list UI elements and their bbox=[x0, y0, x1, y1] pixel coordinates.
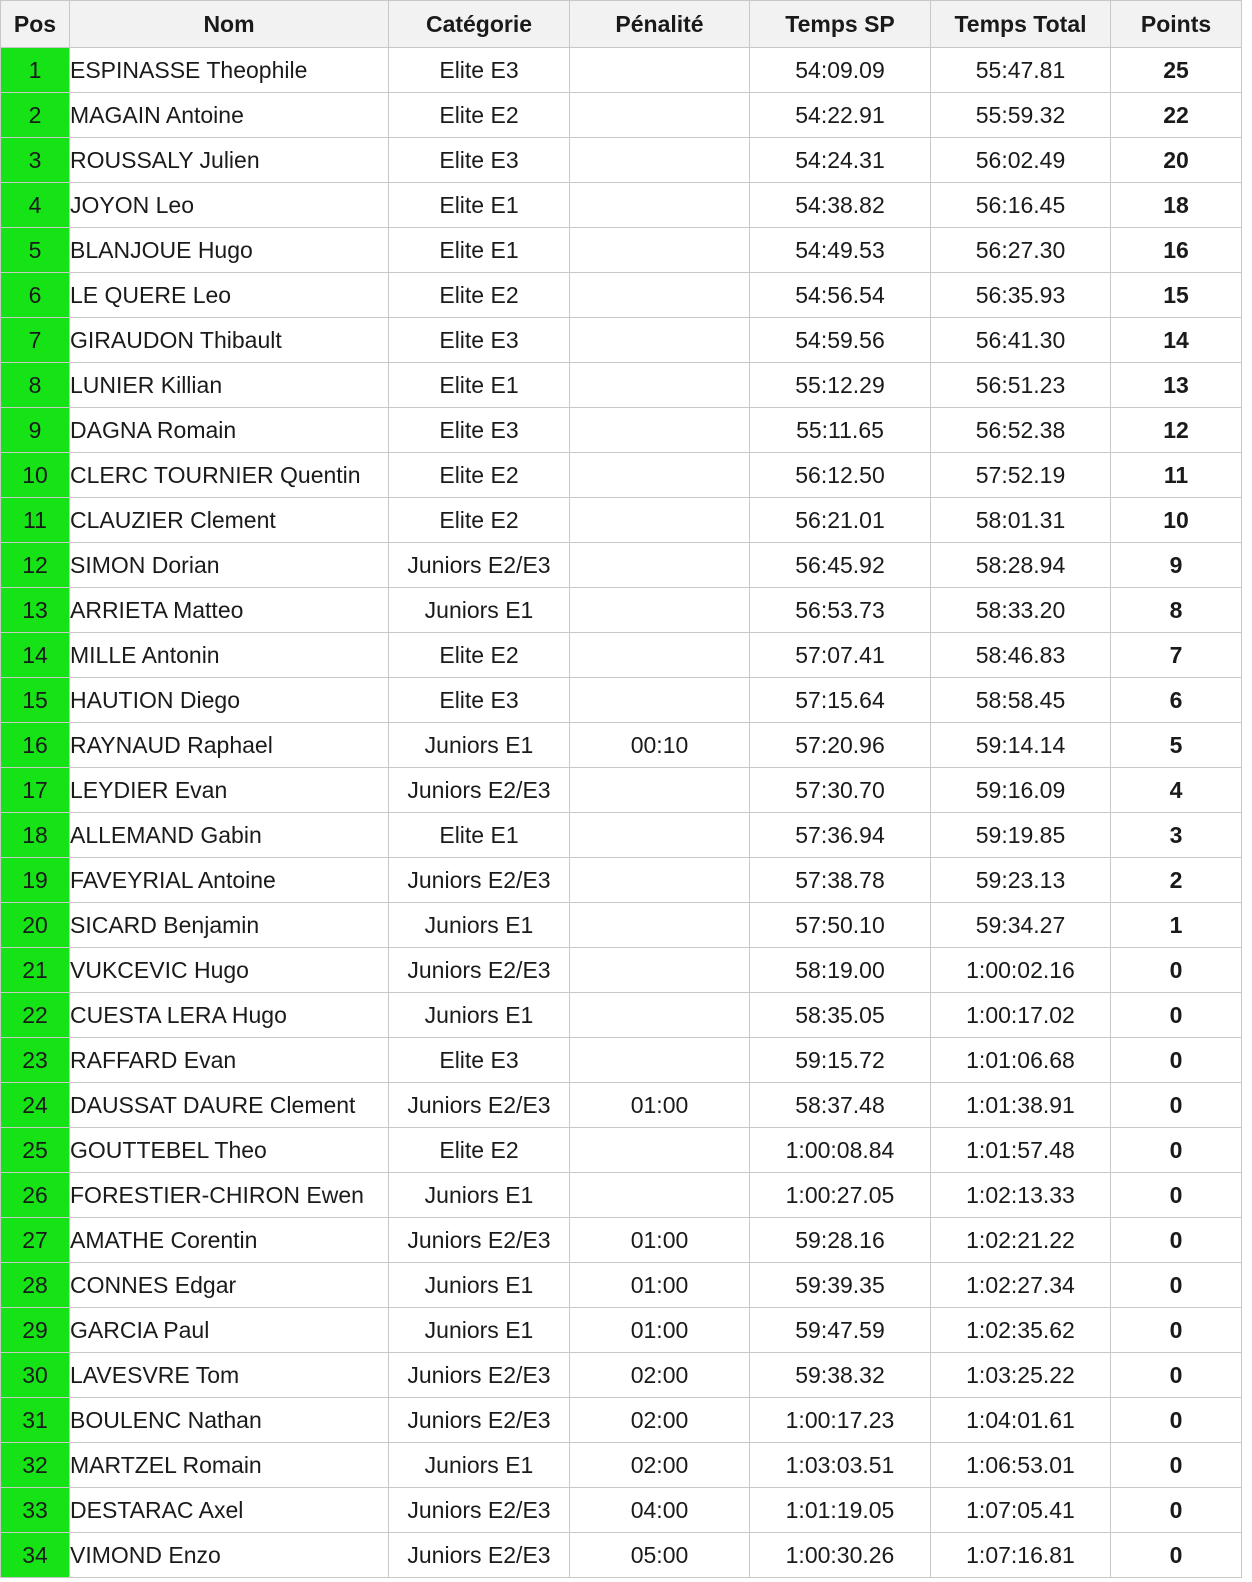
cell-points[interactable]: 0 bbox=[1111, 1353, 1242, 1398]
cell-time-sp[interactable]: 57:50.10 bbox=[750, 903, 931, 948]
table-row bbox=[1, 138, 1242, 183]
cell-penalty[interactable] bbox=[570, 408, 750, 453]
table-row bbox=[1, 1308, 1242, 1353]
cell-category[interactable]: Elite E3 bbox=[389, 678, 570, 723]
table-row bbox=[1, 768, 1242, 813]
cell-name[interactable]: SIMON Dorian bbox=[70, 543, 389, 588]
cell-name[interactable]: LUNIER Killian bbox=[70, 363, 389, 408]
cell-penalty[interactable]: 00:10 bbox=[570, 723, 750, 768]
cell-points[interactable]: 0 bbox=[1111, 1218, 1242, 1263]
cell-category[interactable]: Juniors E2/E3 bbox=[389, 858, 570, 903]
header-points[interactable]: Points bbox=[1111, 1, 1242, 48]
cell-penalty[interactable]: 02:00 bbox=[570, 1353, 750, 1398]
cell-penalty[interactable] bbox=[570, 318, 750, 363]
cell-pos[interactable]: 12 bbox=[1, 543, 70, 588]
cell-points[interactable]: 5 bbox=[1111, 723, 1242, 768]
cell-time-sp[interactable]: 55:11.65 bbox=[750, 408, 931, 453]
cell-penalty[interactable]: 01:00 bbox=[570, 1308, 750, 1353]
cell-name[interactable]: FORESTIER-CHIRON Ewen bbox=[70, 1173, 389, 1218]
cell-name[interactable]: VIMOND Enzo bbox=[70, 1533, 389, 1578]
cell-category[interactable]: Elite E1 bbox=[389, 183, 570, 228]
cell-time-sp[interactable]: 57:07.41 bbox=[750, 633, 931, 678]
header-pos[interactable]: Pos bbox=[1, 1, 70, 48]
cell-time-total[interactable]: 1:02:27.34 bbox=[931, 1263, 1111, 1308]
cell-time-sp[interactable]: 59:39.35 bbox=[750, 1263, 931, 1308]
cell-name[interactable]: MILLE Antonin bbox=[70, 633, 389, 678]
cell-time-total[interactable]: 55:59.32 bbox=[931, 93, 1111, 138]
cell-time-total[interactable]: 1:04:01.61 bbox=[931, 1398, 1111, 1443]
cell-time-total[interactable]: 1:02:21.22 bbox=[931, 1218, 1111, 1263]
cell-time-sp[interactable]: 54:22.91 bbox=[750, 93, 931, 138]
cell-penalty[interactable]: 02:00 bbox=[570, 1443, 750, 1488]
cell-category[interactable]: Juniors E1 bbox=[389, 1173, 570, 1218]
cell-penalty[interactable] bbox=[570, 228, 750, 273]
cell-pos[interactable]: 33 bbox=[1, 1488, 70, 1533]
cell-category[interactable]: Elite E2 bbox=[389, 453, 570, 498]
table-row bbox=[1, 1488, 1242, 1533]
table-row bbox=[1, 273, 1242, 318]
cell-penalty[interactable]: 01:00 bbox=[570, 1263, 750, 1308]
cell-points[interactable]: 22 bbox=[1111, 93, 1242, 138]
cell-time-total[interactable]: 58:28.94 bbox=[931, 543, 1111, 588]
cell-time-sp[interactable]: 57:36.94 bbox=[750, 813, 931, 858]
cell-time-total[interactable]: 1:07:16.81 bbox=[931, 1533, 1111, 1578]
cell-pos[interactable]: 19 bbox=[1, 858, 70, 903]
cell-pos[interactable]: 22 bbox=[1, 993, 70, 1038]
cell-category[interactable]: Juniors E1 bbox=[389, 1443, 570, 1488]
cell-pos[interactable]: 13 bbox=[1, 588, 70, 633]
cell-points[interactable]: 4 bbox=[1111, 768, 1242, 813]
cell-time-total[interactable]: 56:52.38 bbox=[931, 408, 1111, 453]
cell-points[interactable]: 0 bbox=[1111, 1083, 1242, 1128]
cell-time-sp[interactable]: 57:15.64 bbox=[750, 678, 931, 723]
cell-pos[interactable]: 27 bbox=[1, 1218, 70, 1263]
cell-pos[interactable]: 20 bbox=[1, 903, 70, 948]
table-row bbox=[1, 93, 1242, 138]
cell-pos[interactable]: 11 bbox=[1, 498, 70, 543]
cell-points[interactable]: 0 bbox=[1111, 1533, 1242, 1578]
cell-name[interactable]: ALLEMAND Gabin bbox=[70, 813, 389, 858]
cell-penalty[interactable] bbox=[570, 453, 750, 498]
table-header bbox=[1, 1, 1242, 48]
cell-time-total[interactable]: 1:02:35.62 bbox=[931, 1308, 1111, 1353]
table-row bbox=[1, 543, 1242, 588]
cell-time-sp[interactable]: 55:12.29 bbox=[750, 363, 931, 408]
cell-points[interactable]: 3 bbox=[1111, 813, 1242, 858]
cell-points[interactable]: 2 bbox=[1111, 858, 1242, 903]
cell-category[interactable]: Juniors E2/E3 bbox=[389, 1533, 570, 1578]
cell-penalty[interactable]: 02:00 bbox=[570, 1398, 750, 1443]
cell-time-total[interactable]: 56:41.30 bbox=[931, 318, 1111, 363]
cell-name[interactable]: BLANJOUE Hugo bbox=[70, 228, 389, 273]
table-row bbox=[1, 1263, 1242, 1308]
cell-time-sp[interactable]: 59:28.16 bbox=[750, 1218, 931, 1263]
cell-name[interactable]: ARRIETA Matteo bbox=[70, 588, 389, 633]
cell-time-sp[interactable]: 54:38.82 bbox=[750, 183, 931, 228]
cell-pos[interactable]: 34 bbox=[1, 1533, 70, 1578]
cell-time-sp[interactable]: 59:38.32 bbox=[750, 1353, 931, 1398]
cell-name[interactable]: RAYNAUD Raphael bbox=[70, 723, 389, 768]
cell-name[interactable]: JOYON Leo bbox=[70, 183, 389, 228]
cell-category[interactable]: Juniors E1 bbox=[389, 993, 570, 1038]
cell-points[interactable]: 20 bbox=[1111, 138, 1242, 183]
header-time-total[interactable]: Temps Total bbox=[931, 1, 1111, 48]
cell-penalty[interactable]: 01:00 bbox=[570, 1218, 750, 1263]
cell-pos[interactable]: 31 bbox=[1, 1398, 70, 1443]
cell-penalty[interactable]: 05:00 bbox=[570, 1533, 750, 1578]
cell-category[interactable]: Elite E1 bbox=[389, 813, 570, 858]
cell-points[interactable]: 0 bbox=[1111, 1488, 1242, 1533]
cell-time-sp[interactable]: 1:01:19.05 bbox=[750, 1488, 931, 1533]
cell-time-sp[interactable]: 59:47.59 bbox=[750, 1308, 931, 1353]
cell-time-sp[interactable]: 1:00:17.23 bbox=[750, 1398, 931, 1443]
cell-time-total[interactable]: 1:02:13.33 bbox=[931, 1173, 1111, 1218]
cell-pos[interactable]: 16 bbox=[1, 723, 70, 768]
cell-time-sp[interactable]: 57:30.70 bbox=[750, 768, 931, 813]
cell-pos[interactable]: 18 bbox=[1, 813, 70, 858]
cell-time-total[interactable]: 1:01:57.48 bbox=[931, 1128, 1111, 1173]
cell-name[interactable]: DAGNA Romain bbox=[70, 408, 389, 453]
table-row bbox=[1, 903, 1242, 948]
cell-pos[interactable]: 29 bbox=[1, 1308, 70, 1353]
cell-penalty[interactable] bbox=[570, 678, 750, 723]
cell-category[interactable]: Elite E3 bbox=[389, 318, 570, 363]
cell-points[interactable]: 15 bbox=[1111, 273, 1242, 318]
cell-pos[interactable]: 4 bbox=[1, 183, 70, 228]
cell-category[interactable]: Elite E3 bbox=[389, 138, 570, 183]
header-time-sp[interactable]: Temps SP bbox=[750, 1, 931, 48]
cell-time-sp[interactable]: 1:00:27.05 bbox=[750, 1173, 931, 1218]
cell-penalty[interactable] bbox=[570, 498, 750, 543]
cell-pos[interactable]: 2 bbox=[1, 93, 70, 138]
table-row bbox=[1, 1443, 1242, 1488]
cell-pos[interactable]: 32 bbox=[1, 1443, 70, 1488]
cell-points[interactable]: 18 bbox=[1111, 183, 1242, 228]
cell-category[interactable]: Elite E1 bbox=[389, 363, 570, 408]
cell-penalty[interactable] bbox=[570, 273, 750, 318]
cell-penalty[interactable] bbox=[570, 543, 750, 588]
cell-name[interactable]: LAVESVRE Tom bbox=[70, 1353, 389, 1398]
cell-penalty[interactable] bbox=[570, 93, 750, 138]
cell-time-sp[interactable]: 1:03:03.51 bbox=[750, 1443, 931, 1488]
table-row bbox=[1, 228, 1242, 273]
cell-time-sp[interactable]: 58:35.05 bbox=[750, 993, 931, 1038]
cell-category[interactable]: Elite E3 bbox=[389, 1038, 570, 1083]
cell-pos[interactable]: 9 bbox=[1, 408, 70, 453]
cell-pos[interactable]: 25 bbox=[1, 1128, 70, 1173]
cell-pos[interactable]: 17 bbox=[1, 768, 70, 813]
cell-time-sp[interactable]: 56:53.73 bbox=[750, 588, 931, 633]
cell-time-sp[interactable]: 54:56.54 bbox=[750, 273, 931, 318]
cell-pos[interactable]: 10 bbox=[1, 453, 70, 498]
cell-points[interactable]: 25 bbox=[1111, 48, 1242, 93]
cell-time-total[interactable]: 1:03:25.22 bbox=[931, 1353, 1111, 1398]
table-body bbox=[1, 48, 1242, 1578]
table-row bbox=[1, 1398, 1242, 1443]
cell-category[interactable]: Elite E2 bbox=[389, 1128, 570, 1173]
cell-name[interactable]: MARTZEL Romain bbox=[70, 1443, 389, 1488]
cell-penalty[interactable] bbox=[570, 588, 750, 633]
table-row bbox=[1, 588, 1242, 633]
cell-pos[interactable]: 15 bbox=[1, 678, 70, 723]
cell-time-sp[interactable]: 54:59.56 bbox=[750, 318, 931, 363]
cell-pos[interactable]: 21 bbox=[1, 948, 70, 993]
cell-time-total[interactable]: 58:46.83 bbox=[931, 633, 1111, 678]
cell-name[interactable]: CLERC TOURNIER Quentin bbox=[70, 453, 389, 498]
table-row bbox=[1, 1128, 1242, 1173]
cell-time-sp[interactable]: 57:20.96 bbox=[750, 723, 931, 768]
cell-time-total[interactable]: 59:23.13 bbox=[931, 858, 1111, 903]
cell-category[interactable]: Elite E2 bbox=[389, 273, 570, 318]
cell-pos[interactable]: 14 bbox=[1, 633, 70, 678]
cell-pos[interactable]: 3 bbox=[1, 138, 70, 183]
cell-name[interactable]: DAUSSAT DAURE Clement bbox=[70, 1083, 389, 1128]
cell-time-sp[interactable]: 54:09.09 bbox=[750, 48, 931, 93]
cell-category[interactable]: Juniors E2/E3 bbox=[389, 1218, 570, 1263]
cell-time-total[interactable]: 1:01:38.91 bbox=[931, 1083, 1111, 1128]
header-row bbox=[1, 1, 1242, 48]
cell-category[interactable]: Juniors E2/E3 bbox=[389, 543, 570, 588]
table-row bbox=[1, 1083, 1242, 1128]
cell-name[interactable]: BOULENC Nathan bbox=[70, 1398, 389, 1443]
cell-time-total[interactable]: 56:35.93 bbox=[931, 273, 1111, 318]
cell-category[interactable]: Juniors E1 bbox=[389, 1263, 570, 1308]
cell-time-total[interactable]: 1:06:53.01 bbox=[931, 1443, 1111, 1488]
header-penalty[interactable]: Pénalité bbox=[570, 1, 750, 48]
cell-time-total[interactable]: 1:01:06.68 bbox=[931, 1038, 1111, 1083]
header-category[interactable]: Catégorie bbox=[389, 1, 570, 48]
cell-penalty[interactable] bbox=[570, 1038, 750, 1083]
table-row bbox=[1, 858, 1242, 903]
cell-time-total[interactable]: 59:34.27 bbox=[931, 903, 1111, 948]
cell-penalty[interactable] bbox=[570, 948, 750, 993]
cell-category[interactable]: Juniors E1 bbox=[389, 588, 570, 633]
cell-pos[interactable]: 23 bbox=[1, 1038, 70, 1083]
table-row bbox=[1, 723, 1242, 768]
cell-category[interactable]: Elite E3 bbox=[389, 48, 570, 93]
cell-points[interactable]: 0 bbox=[1111, 948, 1242, 993]
cell-category[interactable]: Juniors E2/E3 bbox=[389, 948, 570, 993]
cell-points[interactable]: 0 bbox=[1111, 1128, 1242, 1173]
cell-time-total[interactable]: 58:33.20 bbox=[931, 588, 1111, 633]
table-row bbox=[1, 408, 1242, 453]
table-row bbox=[1, 318, 1242, 363]
cell-category[interactable]: Juniors E2/E3 bbox=[389, 1083, 570, 1128]
table-row bbox=[1, 1353, 1242, 1398]
cell-name[interactable]: SICARD Benjamin bbox=[70, 903, 389, 948]
cell-points[interactable]: 8 bbox=[1111, 588, 1242, 633]
cell-name[interactable]: ESPINASSE Theophile bbox=[70, 48, 389, 93]
cell-points[interactable]: 10 bbox=[1111, 498, 1242, 543]
cell-points[interactable]: 13 bbox=[1111, 363, 1242, 408]
cell-category[interactable]: Elite E2 bbox=[389, 498, 570, 543]
table-row bbox=[1, 813, 1242, 858]
cell-name[interactable]: CUESTA LERA Hugo bbox=[70, 993, 389, 1038]
cell-pos[interactable]: 8 bbox=[1, 363, 70, 408]
cell-points[interactable]: 11 bbox=[1111, 453, 1242, 498]
cell-time-total[interactable]: 58:01.31 bbox=[931, 498, 1111, 543]
cell-time-sp[interactable]: 1:00:08.84 bbox=[750, 1128, 931, 1173]
cell-time-total[interactable]: 59:16.09 bbox=[931, 768, 1111, 813]
cell-points[interactable]: 0 bbox=[1111, 1038, 1242, 1083]
table-row bbox=[1, 363, 1242, 408]
cell-time-total[interactable]: 56:16.45 bbox=[931, 183, 1111, 228]
table-row bbox=[1, 183, 1242, 228]
cell-penalty[interactable] bbox=[570, 48, 750, 93]
cell-pos[interactable]: 26 bbox=[1, 1173, 70, 1218]
cell-name[interactable]: CONNES Edgar bbox=[70, 1263, 389, 1308]
cell-time-total[interactable]: 56:27.30 bbox=[931, 228, 1111, 273]
cell-time-total[interactable]: 58:58.45 bbox=[931, 678, 1111, 723]
cell-time-sp[interactable]: 1:00:30.26 bbox=[750, 1533, 931, 1578]
cell-pos[interactable]: 6 bbox=[1, 273, 70, 318]
table-row bbox=[1, 993, 1242, 1038]
cell-name[interactable]: VUKCEVIC Hugo bbox=[70, 948, 389, 993]
cell-time-total[interactable]: 57:52.19 bbox=[931, 453, 1111, 498]
table-row bbox=[1, 1173, 1242, 1218]
cell-points[interactable]: 6 bbox=[1111, 678, 1242, 723]
table-row bbox=[1, 633, 1242, 678]
cell-name[interactable]: GIRAUDON Thibault bbox=[70, 318, 389, 363]
cell-penalty[interactable] bbox=[570, 183, 750, 228]
cell-penalty[interactable] bbox=[570, 363, 750, 408]
table-row bbox=[1, 453, 1242, 498]
cell-points[interactable]: 7 bbox=[1111, 633, 1242, 678]
cell-category[interactable]: Juniors E1 bbox=[389, 903, 570, 948]
cell-pos[interactable]: 7 bbox=[1, 318, 70, 363]
table-row bbox=[1, 48, 1242, 93]
cell-time-sp[interactable]: 59:15.72 bbox=[750, 1038, 931, 1083]
cell-points[interactable]: 16 bbox=[1111, 228, 1242, 273]
cell-category[interactable]: Elite E1 bbox=[389, 228, 570, 273]
cell-name[interactable]: AMATHE Corentin bbox=[70, 1218, 389, 1263]
cell-time-total[interactable]: 56:51.23 bbox=[931, 363, 1111, 408]
cell-time-total[interactable]: 56:02.49 bbox=[931, 138, 1111, 183]
cell-points[interactable]: 12 bbox=[1111, 408, 1242, 453]
table-row bbox=[1, 1533, 1242, 1578]
cell-penalty[interactable] bbox=[570, 768, 750, 813]
cell-points[interactable]: 0 bbox=[1111, 1308, 1242, 1353]
cell-penalty[interactable] bbox=[570, 633, 750, 678]
cell-time-sp[interactable]: 56:21.01 bbox=[750, 498, 931, 543]
cell-time-total[interactable]: 1:00:17.02 bbox=[931, 993, 1111, 1038]
cell-points[interactable]: 14 bbox=[1111, 318, 1242, 363]
cell-name[interactable]: LE QUERE Leo bbox=[70, 273, 389, 318]
table-row bbox=[1, 1038, 1242, 1083]
cell-penalty[interactable] bbox=[570, 1128, 750, 1173]
cell-name[interactable]: GARCIA Paul bbox=[70, 1308, 389, 1353]
cell-time-sp[interactable]: 56:45.92 bbox=[750, 543, 931, 588]
table-row bbox=[1, 1218, 1242, 1263]
cell-time-total[interactable]: 1:07:05.41 bbox=[931, 1488, 1111, 1533]
cell-penalty[interactable]: 01:00 bbox=[570, 1083, 750, 1128]
cell-category[interactable]: Juniors E2/E3 bbox=[389, 1398, 570, 1443]
cell-name[interactable]: DESTARAC Axel bbox=[70, 1488, 389, 1533]
cell-time-sp[interactable]: 58:37.48 bbox=[750, 1083, 931, 1128]
cell-time-total[interactable]: 1:00:02.16 bbox=[931, 948, 1111, 993]
cell-time-sp[interactable]: 57:38.78 bbox=[750, 858, 931, 903]
cell-category[interactable]: Elite E2 bbox=[389, 93, 570, 138]
cell-time-total[interactable]: 59:19.85 bbox=[931, 813, 1111, 858]
cell-pos[interactable]: 5 bbox=[1, 228, 70, 273]
cell-time-sp[interactable]: 54:24.31 bbox=[750, 138, 931, 183]
cell-time-sp[interactable]: 58:19.00 bbox=[750, 948, 931, 993]
cell-category[interactable]: Juniors E2/E3 bbox=[389, 1353, 570, 1398]
cell-points[interactable]: 0 bbox=[1111, 1398, 1242, 1443]
cell-category[interactable]: Juniors E1 bbox=[389, 723, 570, 768]
cell-category[interactable]: Juniors E2/E3 bbox=[389, 768, 570, 813]
cell-name[interactable]: FAVEYRIAL Antoine bbox=[70, 858, 389, 903]
cell-pos[interactable]: 24 bbox=[1, 1083, 70, 1128]
cell-category[interactable]: Elite E3 bbox=[389, 408, 570, 453]
cell-pos[interactable]: 30 bbox=[1, 1353, 70, 1398]
cell-name[interactable]: RAFFARD Evan bbox=[70, 1038, 389, 1083]
cell-penalty[interactable]: 04:00 bbox=[570, 1488, 750, 1533]
cell-time-total[interactable]: 59:14.14 bbox=[931, 723, 1111, 768]
cell-pos[interactable]: 28 bbox=[1, 1263, 70, 1308]
table-row bbox=[1, 498, 1242, 543]
cell-penalty[interactable] bbox=[570, 138, 750, 183]
cell-category[interactable]: Juniors E1 bbox=[389, 1308, 570, 1353]
cell-points[interactable]: 0 bbox=[1111, 1443, 1242, 1488]
table-row bbox=[1, 678, 1242, 723]
cell-penalty[interactable] bbox=[570, 858, 750, 903]
cell-points[interactable]: 0 bbox=[1111, 1173, 1242, 1218]
cell-category[interactable]: Elite E2 bbox=[389, 633, 570, 678]
cell-name[interactable]: HAUTION Diego bbox=[70, 678, 389, 723]
cell-pos[interactable]: 1 bbox=[1, 48, 70, 93]
cell-name[interactable]: ROUSSALY Julien bbox=[70, 138, 389, 183]
cell-penalty[interactable] bbox=[570, 1173, 750, 1218]
cell-points[interactable]: 0 bbox=[1111, 1263, 1242, 1308]
cell-time-sp[interactable]: 56:12.50 bbox=[750, 453, 931, 498]
table-row bbox=[1, 948, 1242, 993]
cell-points[interactable]: 9 bbox=[1111, 543, 1242, 588]
cell-penalty[interactable] bbox=[570, 813, 750, 858]
cell-name[interactable]: CLAUZIER Clement bbox=[70, 498, 389, 543]
cell-category[interactable]: Juniors E2/E3 bbox=[389, 1488, 570, 1533]
cell-points[interactable]: 0 bbox=[1111, 993, 1242, 1038]
cell-penalty[interactable] bbox=[570, 993, 750, 1038]
cell-points[interactable]: 1 bbox=[1111, 903, 1242, 948]
cell-name[interactable]: MAGAIN Antoine bbox=[70, 93, 389, 138]
cell-name[interactable]: LEYDIER Evan bbox=[70, 768, 389, 813]
cell-time-sp[interactable]: 54:49.53 bbox=[750, 228, 931, 273]
cell-name[interactable]: GOUTTEBEL Theo bbox=[70, 1128, 389, 1173]
cell-time-total[interactable]: 55:47.81 bbox=[931, 48, 1111, 93]
cell-penalty[interactable] bbox=[570, 903, 750, 948]
header-name[interactable]: Nom bbox=[70, 1, 389, 48]
